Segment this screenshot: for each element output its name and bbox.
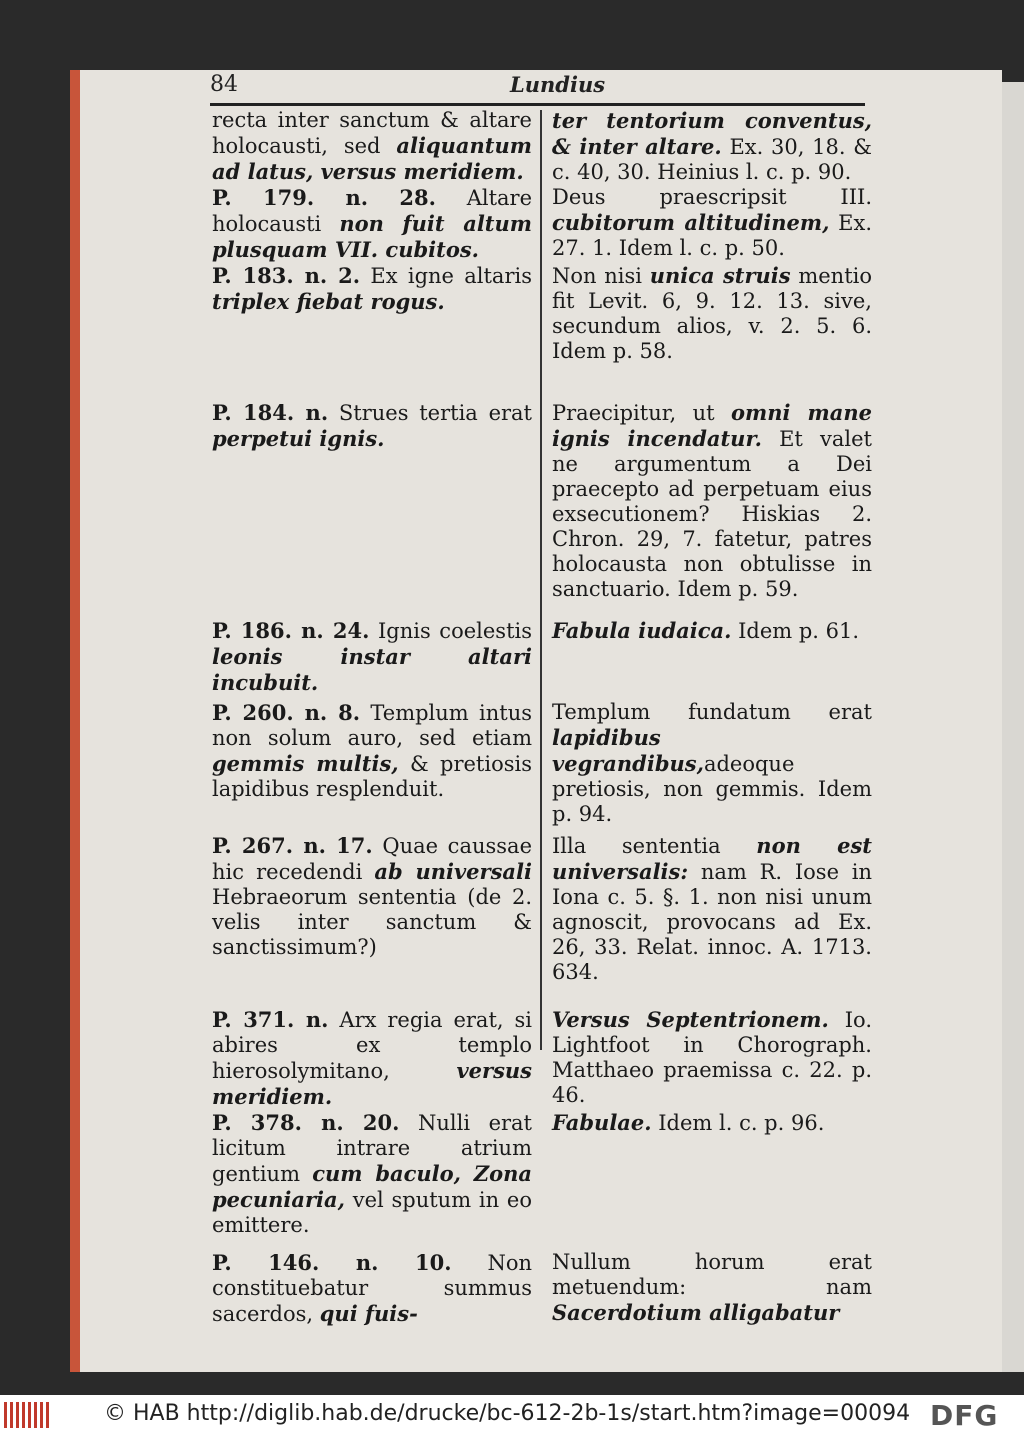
response-italic: non est universalis: xyxy=(552,833,872,884)
entry-italic: ab universali xyxy=(374,859,532,884)
response-tail: Ex. 30, 18. & c. 40, 30. Heinius l. c. p. 90. xyxy=(552,135,872,184)
header-rule xyxy=(210,103,865,106)
entry-claim xyxy=(212,618,540,696)
entry-response xyxy=(540,700,872,827)
entry-reference: P. 184. n. xyxy=(212,400,329,425)
entry-claim xyxy=(212,1250,540,1327)
page-header xyxy=(210,68,860,108)
footer-bar xyxy=(0,1395,1024,1435)
response-italic: omni mane ignis incendatur. xyxy=(552,400,872,451)
response-italic: Sacerdotium alligabatur xyxy=(552,1300,840,1325)
entry-reference: P. 146. n. 10. xyxy=(212,1250,452,1275)
response-tail: Et valet ne argumentum a Dei praecepto ad perpetuam eius exsecutionem? Hiskias 2. Chron. 29, 7. fatetur, patres holocausta non obtulisse in sanctuario. Idem p. 59. xyxy=(552,427,872,601)
copyright-url: © HAB http://diglib.hab.de/drucke/bc-612-2b-1s/start.htm?image=00094 xyxy=(104,1401,911,1426)
running-head: Lundius xyxy=(510,72,606,97)
entries-table xyxy=(212,108,872,1327)
entry-response xyxy=(540,263,872,364)
response-tail: mentio fit Levit. 6, 9. 12. 13. sive, secundum alios, v. 2. 5. 6. Idem p. 58. xyxy=(552,264,872,363)
entry-response xyxy=(540,400,872,602)
response-italic: Fabulae. xyxy=(552,1110,652,1135)
entry-row xyxy=(212,400,872,602)
entry-reference: P. 371. n. xyxy=(212,1007,329,1032)
entry-italic: leonis instar altari incubuit. xyxy=(212,644,532,695)
response-text: Praecipitur, ut xyxy=(552,401,731,425)
response-italic: Versus Septentrionem. xyxy=(552,1007,829,1032)
response-text: Illa sententia xyxy=(552,834,757,858)
entry-claim xyxy=(212,1007,540,1110)
entry-claim xyxy=(212,833,540,985)
entry-text: Ignis coelestis xyxy=(369,619,532,643)
entry-claim xyxy=(212,108,540,185)
next-page-edge xyxy=(1002,82,1024,1372)
entry-row xyxy=(212,263,872,364)
response-text: Non nisi xyxy=(552,264,650,288)
response-text: Templum fundatum erat xyxy=(552,700,872,724)
entry-response xyxy=(540,1110,872,1238)
entry-response xyxy=(540,833,872,985)
entry-text: Quae caussae hic recedendi xyxy=(212,834,532,884)
response-tail: Ex. 27. 1. Idem l. c. p. 50. xyxy=(552,211,872,260)
entry-text: Altare holocausti xyxy=(212,186,532,236)
response-tail: Io. Lightfoot in Chorograph. Matthaeo praemissa c. 22. p. 46. xyxy=(552,1008,873,1107)
entry-row xyxy=(212,700,872,827)
entry-italic: perpetui ignis. xyxy=(212,426,385,451)
entry-italic: qui fuis- xyxy=(319,1301,418,1326)
entry-text: Nulli erat licitum intrare atrium gentium xyxy=(212,1111,532,1186)
entry-row xyxy=(212,1007,872,1110)
entry-reference: P. 260. n. 8. xyxy=(212,700,361,725)
entry-claim xyxy=(212,400,540,602)
response-tail: Idem l. c. p. 96. xyxy=(651,1111,825,1135)
entry-tail: Hebraeorum sententia (de 2. velis inter sanctum & sanctissimum?) xyxy=(212,885,532,959)
entry-claim xyxy=(212,1110,540,1238)
hab-barcode-logo xyxy=(4,1402,48,1428)
entry-italic: gemmis multis, xyxy=(212,751,399,776)
response-italic: lapidibus vegrandibus, xyxy=(552,725,704,776)
response-italic: Fabula iudaica. xyxy=(552,618,732,643)
page-number: 84 xyxy=(210,72,238,97)
entry-row xyxy=(212,185,872,263)
response-italic: cubitorum altitudinem, xyxy=(552,210,830,235)
response-tail: nam R. Iose in Iona c. 5. §. 1. non nisi unum agnoscit, provocans ad Ex. 26, 33. Relat. innoc. A. 1713. 634. xyxy=(552,860,872,984)
entry-response xyxy=(540,1250,872,1327)
entry-reference: P. 183. n. 2. xyxy=(212,263,361,288)
response-tail: Idem p. 61. xyxy=(731,619,860,643)
entry-italic: non fuit altum plusquam VII. cubitos. xyxy=(212,211,532,262)
entry-claim xyxy=(212,263,540,364)
entry-row xyxy=(212,108,872,185)
entry-row xyxy=(212,1250,872,1327)
response-tail: adeoque pretiosis, non gemmis. Idem p. 94. xyxy=(552,752,872,826)
entry-italic: aliquantum ad latus, versus meridiem. xyxy=(212,133,532,184)
response-italic: ter tentorium conventus, & inter altare. xyxy=(552,108,872,159)
entry-text: Strues tertia erat xyxy=(328,401,532,425)
entry-response xyxy=(540,185,872,263)
entry-text: Ex igne altaris xyxy=(360,264,532,288)
response-text: Nullum horum erat metuendum: nam xyxy=(552,1250,872,1299)
entry-tail: & pretiosis lapidibus resplenduit. xyxy=(212,752,532,801)
entry-reference: P. 179. n. 28. xyxy=(212,185,436,210)
entry-claim xyxy=(212,185,540,263)
entry-reference: P. 267. n. 17. xyxy=(212,833,373,858)
entry-text: Arx regia erat, si abires ex templo hierosolymitano, xyxy=(212,1008,532,1083)
entry-row xyxy=(212,1110,872,1238)
entry-text: Templum intus non solum auro, sed etiam xyxy=(212,701,532,750)
entry-tail: vel sputum in eo emittere. xyxy=(212,1188,532,1237)
entry-response xyxy=(540,1007,872,1110)
entry-text: recta inter sanctum & altare holocausti, sed xyxy=(212,108,532,158)
entry-claim xyxy=(212,700,540,827)
response-italic: unica struis xyxy=(649,263,791,288)
entry-text: Non constituebatur summus sacerdos, xyxy=(212,1251,533,1326)
entry-response xyxy=(540,618,872,696)
entry-row xyxy=(212,833,872,985)
entry-italic: triplex fiebat rogus. xyxy=(212,289,445,314)
entry-row xyxy=(212,618,872,696)
entry-response xyxy=(540,108,872,185)
entry-italic: cum baculo, Zona pecuniaria, xyxy=(212,1161,533,1212)
entry-reference: P. 378. n. 20. xyxy=(212,1110,400,1135)
response-text: Deus praescripsit III. xyxy=(552,185,872,209)
dfg-logo: DFG xyxy=(930,1399,999,1432)
entry-italic: versus meridiem. xyxy=(212,1058,532,1109)
entry-reference: P. 186. n. 24. xyxy=(212,618,370,643)
